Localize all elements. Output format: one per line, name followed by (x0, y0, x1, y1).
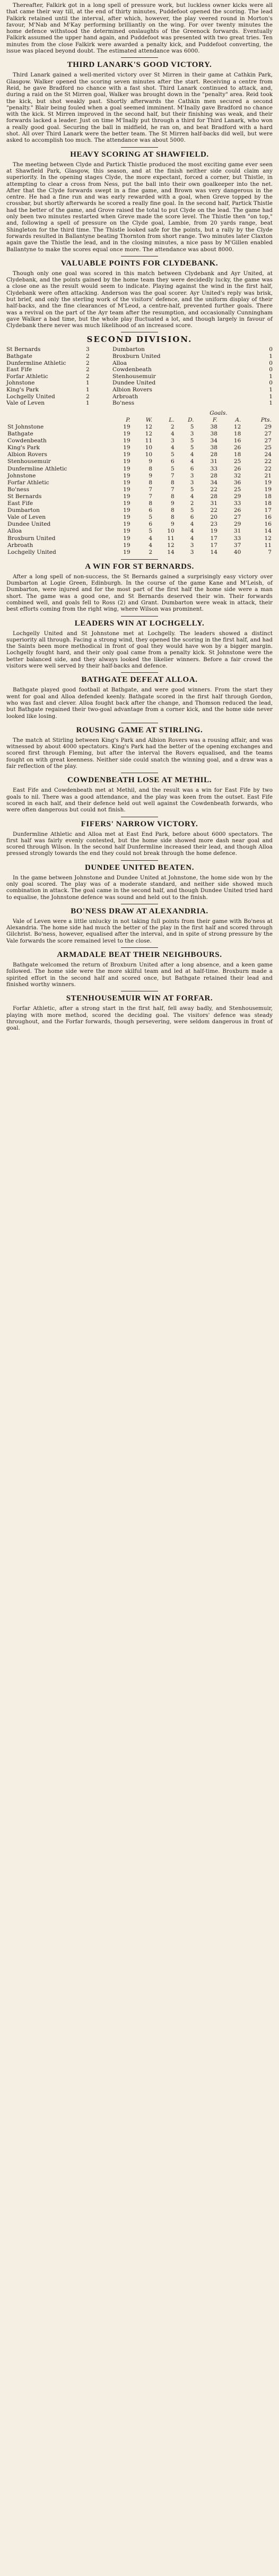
paragraph: Forfar Athletic, after a strong start in the first half, fell away badly, and Stenhousemuir, playing with more method, scored the deciding goal. The visitors' defence was steady throughout, and the Forfar forwards, though persevering, were seldom dangerous in front of goal. (6, 1005, 273, 1032)
stat-cell: 10 (167, 528, 175, 535)
away-goals: 1 (269, 353, 273, 360)
column-rule (121, 947, 158, 948)
team-name: Dundee United (7, 521, 51, 528)
stat-cell: 12 (167, 542, 175, 549)
home-team: Lochgelly United (6, 393, 55, 400)
blank-cell (242, 410, 273, 417)
results-table (6, 346, 273, 406)
away-team: Cowdenbeath (112, 366, 152, 373)
stat-cell: 19 (123, 500, 130, 507)
article-headline: BO'NESS DRAW AT ALEXANDRIA. (71, 906, 208, 915)
team-name: Stenhousemuir (7, 458, 51, 465)
standings-row (6, 493, 273, 500)
stat-cell: 7 (268, 549, 272, 555)
stat-cell: 29 (233, 521, 241, 528)
team-name: Cowdenbeath (7, 438, 47, 444)
stat-cell: 22 (264, 458, 272, 465)
stat-cell: 12 (145, 431, 153, 438)
home-goals: 2 (86, 373, 90, 380)
stat-cell: 10 (145, 451, 153, 458)
team-name: St Bernards (7, 493, 42, 500)
home-team: Vale of Leven (6, 400, 45, 407)
stat-cell: 33 (210, 465, 217, 472)
stat-cell: 16 (264, 521, 272, 528)
stat-cell: 38 (210, 431, 217, 438)
stat-cell: 16 (264, 514, 272, 521)
stat-cell: 4 (149, 535, 153, 542)
stat-cell: 4 (190, 493, 194, 500)
stat-cell: 19 (123, 514, 130, 521)
stat-cell: 32 (233, 472, 241, 479)
stat-cell: 29 (264, 424, 272, 430)
home-goals: 2 (86, 393, 90, 400)
stat-cell: 18 (233, 431, 241, 438)
standings-row (6, 473, 273, 480)
standings-row (6, 424, 273, 431)
stat-cell: 22 (264, 465, 272, 472)
stat-cell: 18 (233, 451, 241, 458)
result-row (6, 400, 273, 407)
stat-cell: 29 (233, 493, 241, 500)
home-goals: 2 (86, 366, 90, 373)
paragraph: Vale of Leven were a little unlucky in not taking full points from their game with Bo'ness at Alexandria. The home side had much the better of the play in the first half and scored through Gilchrist. Bo'ness, however, equalised after the interval, and in spite of strong pressure by the Vale forwards the score remained level to the close. (6, 918, 273, 944)
stat-cell: 5 (190, 444, 194, 451)
stat-cell: 19 (123, 424, 130, 430)
article (6, 991, 273, 1031)
stat-cell: 34 (210, 479, 217, 486)
stat-cell: 8 (149, 465, 153, 472)
away-team: Dumbarton (112, 346, 145, 353)
standings-row (6, 521, 273, 528)
stat-cell: 31 (210, 458, 217, 465)
stat-cell: 5 (190, 438, 194, 444)
stat-cell: 5 (170, 465, 175, 472)
team-name: Broxburn United (7, 535, 56, 542)
result-row (6, 353, 273, 360)
stat-cell: 7 (149, 486, 153, 493)
stat-cell: 14 (264, 528, 272, 535)
result-row (6, 393, 273, 400)
stat-cell: 25 (233, 486, 241, 493)
stat-cell: 22 (210, 507, 217, 514)
stat-cell: 25 (233, 458, 241, 465)
article (6, 773, 273, 813)
away-goals: 1 (269, 373, 273, 380)
standings-header: P. (126, 416, 130, 423)
stat-cell: 14 (210, 549, 217, 555)
article (6, 672, 273, 719)
stat-cell: 28 (210, 451, 217, 458)
stat-cell: 9 (170, 500, 175, 507)
stat-cell: 4 (170, 444, 175, 451)
stat-cell: 19 (123, 438, 130, 444)
article-headline: FIFERS' NARROW VICTORY. (81, 819, 198, 828)
paragraph: East Fife and Cowdenbeath met at Methil, and the result was a win for East Fife by two goals to nil. There was a good attendance, and the play was keen from the outset. East Fife scored in each half, and their defence held out well against the Cowdenbeath forwards, who were often dangerous but could not finish. (6, 787, 273, 814)
paragraph: Bathgate played good football at Bathgate, and were good winners. From the start they went for goal and Alloa defended keenly. Bathgate scored in the first half through Gordon, who was fast and clever. Alloa fought back after the change, and Thomson reduced the lead, but Bathgate regained their two-goal advantage from a corner kick, and the home side never looked like losing. (6, 687, 273, 720)
stat-cell: 19 (123, 451, 130, 458)
article-headline: A WIN FOR ST BERNARDS. (85, 562, 194, 571)
team-name: Arbroath (7, 542, 33, 549)
home-team: Forfar Athletic (6, 373, 48, 380)
stat-cell: 27 (264, 431, 272, 438)
article-headline: DUNDEE UNITED BEATEN. (84, 863, 195, 872)
home-team: King's Park (6, 387, 39, 393)
stat-cell: 5 (190, 424, 194, 430)
stat-cell: 5 (149, 528, 153, 535)
article (6, 723, 273, 769)
home-team: Dunfermline Athletic (6, 360, 66, 366)
articles-section (6, 57, 273, 329)
stat-cell: 27 (233, 514, 241, 521)
stat-cell: 34 (210, 438, 217, 444)
home-goals: 1 (86, 400, 90, 407)
stat-cell: 3 (190, 479, 194, 486)
stat-cell: 3 (170, 438, 175, 444)
team-name: King's Park (7, 444, 40, 451)
team-name: Dunfermline Athletic (7, 465, 67, 472)
stat-cell: 18 (264, 500, 272, 507)
team-name: Vale of Leven (7, 514, 46, 521)
stat-cell: 2 (149, 549, 153, 555)
column-rule (121, 860, 158, 861)
stat-cell: 3 (190, 431, 194, 438)
stat-cell: 28 (210, 493, 217, 500)
second-division-title: SECOND DIVISION. (86, 335, 193, 345)
stat-cell: 10 (145, 444, 153, 451)
standings-header-row (6, 417, 273, 424)
home-goals: 3 (86, 346, 90, 353)
stat-cell: 11 (167, 535, 175, 542)
column-rule (121, 57, 158, 58)
stat-cell: 18 (264, 493, 272, 500)
paragraph: Dunfermline Athletic and Alloa met at East End Park, before about 6000 spectators. The first half was fairly evenly contested, but the home side showed more dash near goal and scored through Wilson. In the second half Dunfermline increased their lead, and though Alloa pressed strongly towards the end they could not break through the home defence. (6, 831, 273, 857)
stat-cell: 8 (170, 493, 175, 500)
standings-row (6, 542, 273, 549)
stat-cell: 19 (123, 465, 130, 472)
stat-cell: 7 (170, 486, 175, 493)
stat-cell: 4 (190, 528, 194, 535)
team-name: Forfar Athletic (7, 479, 49, 486)
stat-cell: 11 (145, 438, 153, 444)
column-rule (121, 147, 158, 148)
away-goals: 1 (269, 393, 273, 400)
standings-row (6, 507, 273, 514)
away-team: Arbroath (112, 393, 138, 400)
article-headline: VALUABLE POINTS FOR CLYDEBANK. (60, 259, 219, 268)
home-goals: 1 (86, 387, 90, 393)
stat-cell: 8 (149, 500, 153, 507)
stat-cell: 20 (210, 514, 217, 521)
stat-cell: 5 (170, 451, 175, 458)
stat-cell: 5 (149, 514, 153, 521)
stat-cell: 24 (264, 451, 272, 458)
stat-cell: 16 (233, 438, 241, 444)
intro-section (6, 2, 273, 54)
stat-cell: 19 (123, 549, 130, 555)
away-goals: 1 (269, 387, 273, 393)
article (6, 860, 273, 901)
stat-cell: 23 (210, 521, 217, 528)
standings-header: F. (212, 416, 217, 423)
home-team: Johnstone (6, 380, 35, 387)
standings-header: L. (169, 416, 175, 423)
stat-cell: 22 (210, 486, 217, 493)
stat-cell: 21 (264, 472, 272, 479)
stat-cell: 19 (123, 431, 130, 438)
away-team: Broxburn United (112, 353, 161, 360)
stat-cell: 19 (123, 521, 130, 528)
standings-row (6, 451, 273, 458)
goals-header-row (6, 410, 273, 417)
stat-cell: 2 (190, 500, 194, 507)
article (6, 147, 273, 253)
stat-cell: 7 (170, 472, 175, 479)
stat-cell: 11 (264, 542, 272, 549)
stat-cell: 26 (233, 507, 241, 514)
standings-row (6, 528, 273, 535)
stat-cell: 4 (149, 542, 153, 549)
paragraph: The match at Stirling between King's Park and Albion Rovers was a rousing affair, and was witnessed by about 4000 spectators. King's Park had the better of the opening exchanges and scored first through Fleming, but after the interval the Rovers equalised, and the teams fought on with great keenness. Neither side could snatch the winning goal, and a draw was a fair reflection of the play. (6, 737, 273, 770)
away-goals: 0 (269, 360, 273, 366)
away-goals: 1 (269, 400, 273, 407)
away-team: Stenhousemuir (112, 373, 156, 380)
team-name: Dumbarton (7, 507, 40, 514)
stat-cell: 19 (264, 486, 272, 493)
stat-cell: 4 (190, 451, 194, 458)
team-name: Johnstone (7, 472, 36, 479)
article (6, 256, 273, 329)
stat-cell: 38 (210, 424, 217, 430)
away-goals: 0 (269, 380, 273, 387)
away-goals: 0 (269, 366, 273, 373)
result-row (6, 387, 273, 393)
blank-cell (6, 410, 195, 417)
stat-cell: 5 (190, 507, 194, 514)
result-row (6, 366, 273, 373)
stat-cell: 3 (190, 472, 194, 479)
stat-cell: 26 (233, 444, 241, 451)
stat-cell: 28 (210, 472, 217, 479)
stat-cell: 17 (210, 542, 217, 549)
article-headline: HEAVY SCORING AT SHAWFIELD. (70, 150, 209, 159)
standings-header: D. (188, 416, 194, 423)
stat-cell: 8 (170, 479, 175, 486)
stat-cell: 19 (123, 458, 130, 465)
standings-header: Pts. (260, 416, 272, 423)
stat-cell: 37 (233, 542, 241, 549)
standings-row (6, 549, 273, 556)
stat-cell: 4 (170, 431, 175, 438)
home-goals: 2 (86, 360, 90, 366)
article (6, 616, 273, 670)
stat-cell: 6 (149, 507, 153, 514)
article-headline: ROUSING GAME AT STIRLING. (76, 725, 203, 734)
paragraph: The meeting between Clyde and Partick Thistle produced the most exciting game ever seen at Shawfield Park, Glasgow, this season, and at the finish neither side could claim any superiority. In the opening stages Clyde, the more expectant, forced a corner, but Thistle, in attempting to clear a cross from Ness, put the ball into their own goalkeeper into the net. After that the Clyde forwards swept in a fine game, and Brown was very dangerous in the centre. He had a fine run and was early rewarded with a goal, when Greve topped by the crossbar, but shortly afterwards he scored a really fine goal. In the second half, Partick Thistle had the better of the game, and Grove raised the total to put Clyde on the lead. The game had only been two minutes restarted when Greve made the score level. The Thistle then "on top," and, following a spell of pressure on the Clyde goal, Lambie, from 20 yards range, beat Shingleton for the third time. The Thistle looked safe for the points, but a rally by the Clyde forwards resulted in Ballantyne beating Thornton from short range. Two minutes later Claxton again gave the Thistle the lead, and in the closing minutes, a nice pass by M'Gillen enabled Ballantyne to make the scores equal once more. The attendance was about 8000. (6, 161, 273, 253)
result-row (6, 360, 273, 367)
stat-cell: 3 (190, 549, 194, 555)
home-team: East Fife (6, 366, 32, 373)
team-name: East Fife (7, 500, 33, 507)
stat-cell: 9 (170, 521, 175, 528)
stat-cell: 4 (190, 521, 194, 528)
stat-cell: 12 (233, 424, 241, 430)
team-name: St Johnstone (7, 424, 44, 430)
stat-cell: 31 (210, 500, 217, 507)
stat-cell: 9 (149, 458, 153, 465)
stat-cell: 6 (149, 521, 153, 528)
stat-cell: 7 (149, 493, 153, 500)
stat-cell: 19 (123, 493, 130, 500)
stat-cell: 31 (233, 528, 241, 535)
stat-cell: 6 (190, 465, 194, 472)
article-headline: THIRD LANARK'S GOOD VICTORY. (67, 61, 212, 70)
home-team: Bathgate (6, 353, 32, 360)
standings-row (6, 486, 273, 493)
paragraph: Lochgelly United and St Johnstone met at Lochgelly. The leaders showed a distinct superiority all through. Facing a strong wind, they opened the scoring in the first half, and had the Saints been more methodical in front of goal they would have won by a bigger margin. Lochgelly fought hard, and their only goal came from a penalty kick. St Johnstone were the better balanced side, and they always looked the likelier winners. Before a fair crowd the visitors were well served by their half-backs and defence. (6, 630, 273, 670)
stat-cell: 3 (190, 542, 194, 549)
away-team: Albion Rovers (112, 387, 152, 393)
paragraph: Though only one goal was scored in this match between Clydebank and Ayr United, at Clydebank, and the points gained by the home team they were decidedly lucky, the game was a close one as the result would seem to indicate. Playing against the wind in the first half, Clydebank were often attacking. Anderson was the goal scorer. Ayr United's reply was brisk, but brief, and only the sterling work of the visitors' defence, and the uniform display of their half-backs, and the fine clearances of M'Leod, a centre-half, prevented further goals. There was a revival on the part of the Ayr team after the resumption, and occasionally Cunningham gave Walker a bad time, but the whole play fluctuated a lot, and though largely in favour of Clydebank there never was much likelihood of an increased score. (6, 270, 273, 329)
articles-section-2 (6, 559, 273, 1032)
standings-header: W. (145, 416, 153, 423)
article (6, 57, 273, 143)
paragraph: Bathgate welcomed the return of Broxburn United after a long absence, and a keen game followed. The home side were the more skilful team and led at half-time. Broxburn made a spirited effort in the second half and scored once, but Bathgate retained their lead and finished worthy winners. (6, 962, 273, 988)
stat-cell: 12 (145, 424, 153, 430)
stat-cell: 19 (123, 444, 130, 451)
stat-cell: 27 (264, 438, 272, 444)
paragraph: After a long spell of non-success, the St Bernards gained a surprisingly easy victory over Dumbarton at Logie Green, Edinburgh. In the course of the game Kane and M'Leish, of Dumbarton, were injured and for the most part of the first half the home side were a man short. The game was a good one, and St Bernards deserved their win. Their forwards combined well, and goals fell to Ross (2) and Grant. Dumbarton were weak in attack, their best efforts coming from the right wing, where Wilson was prominent. (6, 573, 273, 613)
stat-cell: 4 (190, 535, 194, 542)
team-name: Bo'ness (7, 486, 30, 493)
stat-cell: 17 (264, 507, 272, 514)
article (6, 947, 273, 988)
stat-cell: 19 (264, 479, 272, 486)
team-name: Bathgate (7, 431, 33, 438)
home-goals: 2 (86, 353, 90, 360)
standings-row (6, 444, 273, 451)
paragraph: Third Lanark gained a well-merited victory over St Mirren in their game at Cathkin Park, Glasgow. Walker opened the scoring seven minutes after the start. Receiving a centre from Reid, he gave Bradford no chance with a fast shot. Third Lanark continued to attack, and, during a raid on the St Mirren goal, Walker was brought down in the "penalty" area. Reid took the kick, but shot weakly past. Shortly afterwards the Cathkin men secured a second "penalty." Blair being fouled when a goal seemed imminent. M'Inally gave Bradford no chance with the kick. St Mirren improved in the second half, but their finishing was weak, and their forwards lacked a leader. Just on time M'Inally put through a third for Third Lanark, who won a really good goal. Securing the ball in midfield, he ran on, and beat Bradford with a hard shot. All over Third Lanark were the better team. The St Mirren half-backs did well, but were asked to accomplish too much. The attendance was about 5000. (6, 72, 273, 144)
stat-cell: 19 (123, 542, 130, 549)
blank-cell (6, 417, 109, 424)
article (6, 817, 273, 857)
paragraph: In the game between Johnstone and Dundee United at Johnstone, the home side won by the only goal scored. The play was of a moderate standard, and neither side showed much combination in attack. The goal came in the second half, and though Dundee United tried hard to equalise, the Johnstone defence was sound and held out to the finish. (6, 874, 273, 901)
away-team: Bo'ness (112, 400, 135, 407)
stat-cell: 17 (210, 535, 217, 542)
stat-cell: 8 (170, 514, 175, 521)
stat-cell: 14 (167, 549, 175, 555)
stat-cell: 38 (210, 444, 217, 451)
stat-cell: 5 (190, 486, 194, 493)
article-headline: BATHGATE DEFEAT ALLOA. (81, 675, 198, 684)
team-name: Lochgelly United (7, 549, 56, 555)
home-team: St Bernards (6, 346, 41, 353)
result-row (6, 373, 273, 380)
stat-cell: 33 (233, 535, 241, 542)
article (6, 559, 273, 613)
article-headline: COWDENBEATH LOSE AT METHIL. (67, 776, 212, 785)
standings-row (6, 431, 273, 438)
stat-cell: 26 (233, 465, 241, 472)
paragraph: Thereafter, Falkirk got in a long spell of pressure work, but luckless owner kicks were all that came their way till, at the end of thirty minutes, Puddefoot opened the scoring. The lead Falkirk retained until the interval, after which, however, the play veered round in Morton's favour, M'Nab and M'Kay performing brilliantly on the wing. For over twenty minutes the home defence withstood the determined onslaughts of the Greenock forwards. Eventually Falkirk assumed the upper hand again, and Puddefoot was presented with two great tries. Ten minutes from the close Falkirk were awarded a penalty kick, and Puddefoot converting, the issue was placed beyond doubt. The estimated attendance was 6000. (6, 2, 273, 55)
standings-row (6, 438, 273, 444)
goals-label: Goals. (210, 409, 228, 416)
standings-row (6, 500, 273, 507)
stat-cell: 19 (210, 528, 217, 535)
article (6, 904, 273, 944)
result-row (6, 346, 273, 353)
stat-cell: 4 (190, 458, 194, 465)
stat-cell: 36 (233, 479, 241, 486)
standings-row (6, 514, 273, 521)
stat-cell: 12 (264, 535, 272, 542)
column-rule (121, 672, 158, 673)
away-goals: 0 (269, 346, 273, 353)
column-rule (121, 616, 158, 617)
stat-cell: 19 (123, 472, 130, 479)
stat-cell: 8 (170, 507, 175, 514)
stat-cell: 6 (170, 458, 175, 465)
standings-header: A. (235, 416, 241, 423)
away-team: Dundee United (112, 380, 156, 387)
standings-row (6, 466, 273, 473)
stat-cell: 8 (149, 479, 153, 486)
team-name: Albion Rovers (7, 451, 47, 458)
standings-row (6, 480, 273, 486)
stat-cell: 19 (123, 535, 130, 542)
stat-cell: 25 (264, 444, 272, 451)
standings-row (6, 458, 273, 465)
second-division-section (6, 332, 273, 555)
result-row (6, 380, 273, 387)
article-headline: STENHOUSEMUIR WIN AT FORFAR. (66, 994, 213, 1003)
stat-cell: 40 (233, 549, 241, 555)
column-rule (121, 559, 158, 560)
stat-cell: 9 (149, 472, 153, 479)
stat-cell: 19 (123, 486, 130, 493)
team-name: Alloa (7, 528, 22, 535)
article-headline: ARMADALE BEAT THEIR NEIGHBOURS. (57, 951, 222, 960)
away-team: Alloa (112, 360, 127, 366)
standings-table (6, 410, 273, 556)
stat-cell: 19 (123, 479, 130, 486)
article-headline: LEADERS WIN AT LOCHGELLY. (74, 619, 205, 628)
stat-cell: 19 (123, 507, 130, 514)
stat-cell: 19 (123, 528, 130, 535)
home-goals: 1 (86, 380, 90, 387)
stat-cell: 6 (190, 514, 194, 521)
stat-cell: 33 (233, 500, 241, 507)
standings-row (6, 535, 273, 542)
stat-cell: 2 (170, 424, 175, 430)
